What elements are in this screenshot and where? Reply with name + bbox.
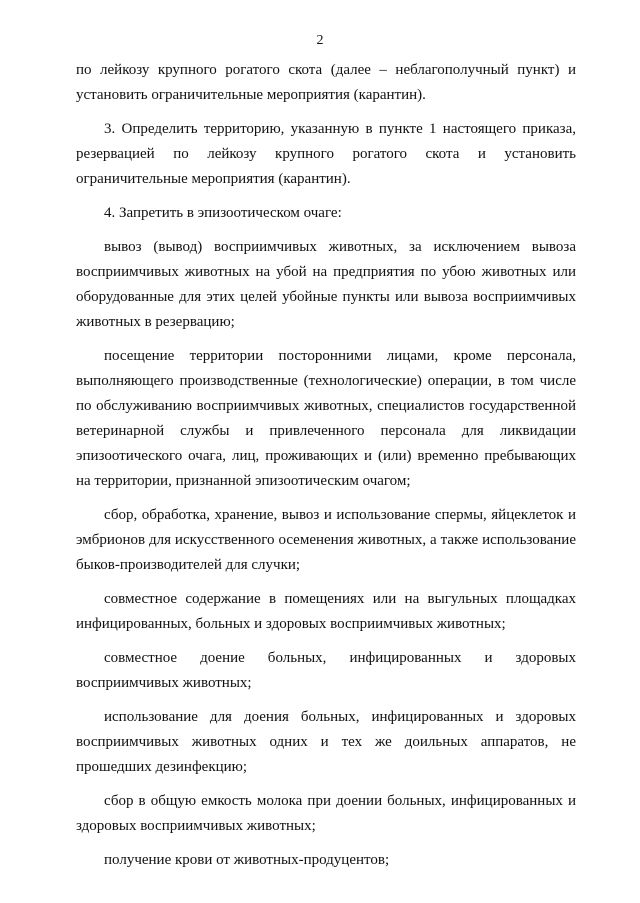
paragraph-item-4: 4. Запретить в эпизоотическом очаге: xyxy=(104,205,342,221)
prohibition-joint-keeping: совместное содержание в помещениях или на выгульных площадках инфицированных, больных и здоровых восприимчивых животных; xyxy=(76,591,576,632)
paragraph-item-3: 3. Определить территорию, указанную в пункте 1 настоящего приказа, резервацией по лейкозу крупного рогатого скота и установить ограничительные мероприятия (карантин). xyxy=(76,121,576,187)
prohibition-blood-collection: получение крови от животных-продуцентов; xyxy=(104,852,390,868)
prohibition-export: вывоз (вывод) восприимчивых животных, за исключением вывоза восприимчивых животных на убой на предприятия по убою животных или оборудованные для этих целей убойные пункты или вывоза восприимчивых животных в резервацию; xyxy=(76,239,576,330)
prohibition-visits: посещение территории посторонними лицами, кроме персонала, выполняющего производственные (технологические) операции, в том числе по обслуживанию восприимчивых животных, специалистов государственной ветеринарной службы и привлеченного персонала для ликвидации эпизоотического очага, лиц, проживающих и (или) временно пребывающих на территории, признанной эпизоотическим очагом; xyxy=(76,348,576,489)
page-number: 2 xyxy=(316,33,324,48)
paragraph-continuation: по лейкозу крупного рогатого скота (далее – неблагополучный пункт) и установить ограничительные мероприятия (карантин). xyxy=(76,62,576,103)
prohibition-joint-milking: совместное доение больных, инфицированных и здоровых восприимчивых животных; xyxy=(76,650,576,691)
prohibition-milk-collection: сбор в общую емкость молока при доении больных, инфицированных и здоровых восприимчивых животных; xyxy=(76,793,576,834)
prohibition-shared-equipment: использование для доения больных, инфицированных и здоровых восприимчивых животных одних и тех же доильных аппаратов, не прошедших дезинфекцию; xyxy=(76,709,576,775)
prohibition-sperm-embryos: сбор, обработка, хранение, вывоз и использование спермы, яйцеклеток и эмбрионов для искусственного осеменения животных, а также использование быков-производителей для случки; xyxy=(76,507,576,573)
document-body xyxy=(76,58,576,882)
